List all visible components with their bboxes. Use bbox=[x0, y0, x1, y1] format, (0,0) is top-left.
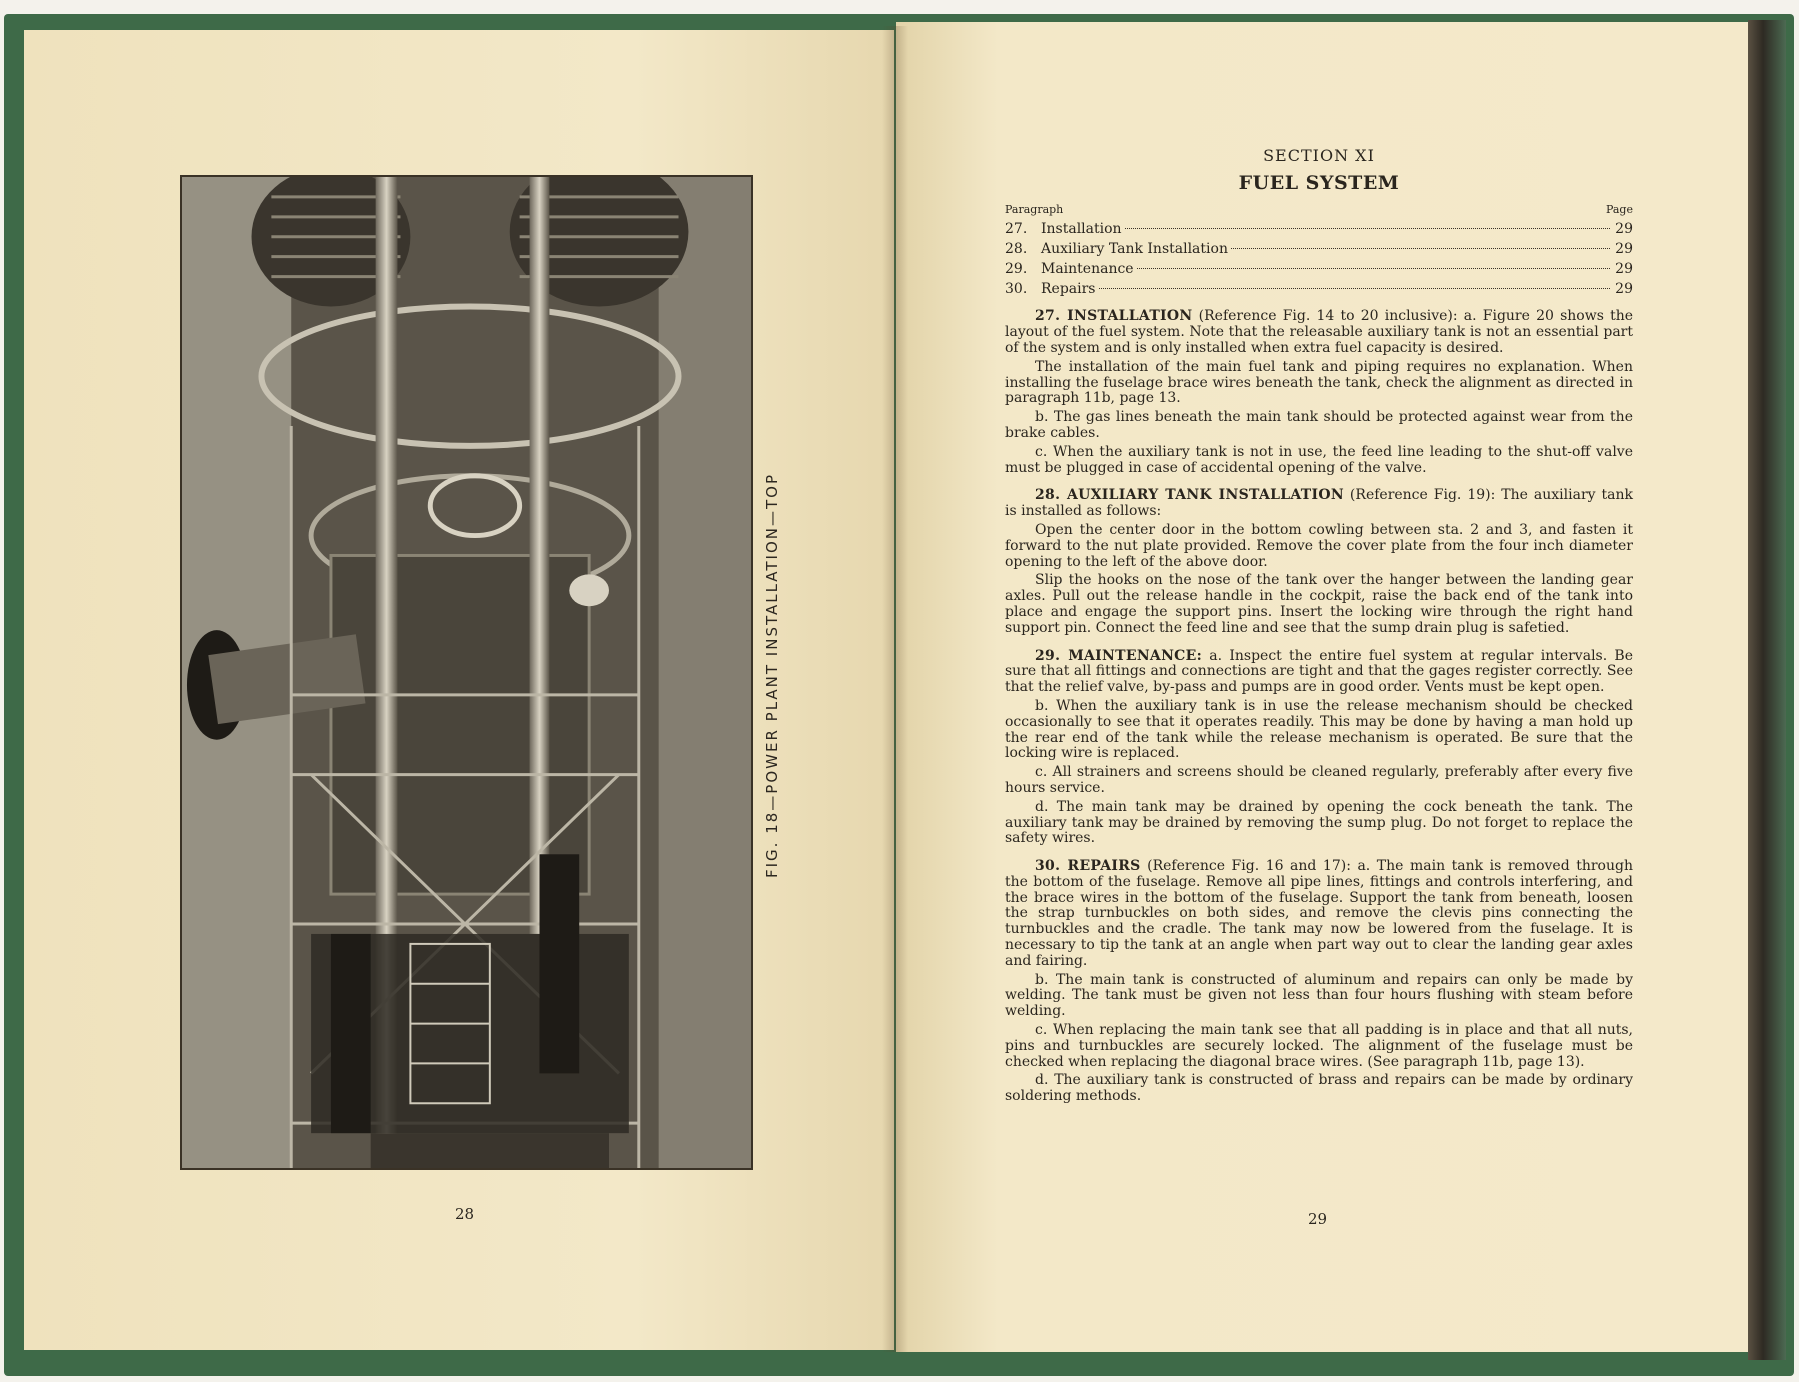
toc-label: Auxiliary Tank Installation bbox=[1041, 241, 1228, 258]
toc-leader-dots bbox=[1231, 248, 1610, 249]
toc-header-page: Page bbox=[1605, 202, 1633, 216]
toc-header-paragraph: Paragraph bbox=[1005, 202, 1064, 216]
toc-row bbox=[1005, 259, 1633, 279]
toc-leader-dots bbox=[1099, 288, 1611, 289]
paragraph-27-text: (Reference Fig. 14 to 20 inclusive): a. Figure 20 shows the layout of the fuel system. Note that the releasable auxiliary tank is not an essential part of the system and is only installed when extra fuel capacity is desired. bbox=[1005, 308, 1633, 356]
photo-illustration bbox=[182, 177, 751, 1168]
toc-number: 27. bbox=[1005, 221, 1028, 238]
paragraph-27-continued: The installation of the main fuel tank and piping requires no explanation. When installing the fuselage brace wires beneath the tank, check the alignment as directed in paragraph 11b, page 13. bbox=[1005, 358, 1633, 407]
toc-label: Maintenance bbox=[1041, 261, 1134, 278]
toc-row bbox=[1005, 239, 1633, 259]
paragraph-29-text: a. Inspect the entire fuel system at regular intervals. Be sure that all fittings and connections are tight and that the gages register correctly. See that the relief valve, by-pass and pumps are in good order. Vents must be kept open. bbox=[1005, 647, 1633, 696]
paragraph-30-heading: 30. REPAIRS bbox=[1035, 858, 1141, 875]
section-label: SECTION XI bbox=[1263, 146, 1375, 165]
paragraph-30-b: b. The main tank is constructed of aluminum and repairs can only be made by welding. The tank must be given not less than four hours flushing with steam before welding. bbox=[1005, 971, 1633, 1020]
paragraph-29-heading: 29. MAINTENANCE: bbox=[1035, 647, 1203, 664]
paragraph-27-b: b. The gas lines beneath the main tank should be protected against wear from the brake cables. bbox=[1005, 409, 1633, 441]
paragraph-27-heading: 27. INSTALLATION bbox=[1035, 308, 1193, 325]
toc-row bbox=[1005, 279, 1633, 299]
toc-leader-dots bbox=[1137, 268, 1610, 269]
paragraph-28-text: (Reference Fig. 19): The auxiliary tank is installed as follows: bbox=[1005, 487, 1633, 520]
page-number-left: 28 bbox=[455, 1205, 475, 1223]
right-page-text bbox=[1005, 148, 1633, 1108]
toc-header bbox=[1005, 202, 1633, 218]
page-edges bbox=[1748, 20, 1786, 1360]
toc-leader-dots bbox=[1125, 228, 1610, 229]
toc-number: 28. bbox=[1005, 241, 1028, 258]
paragraph-29 bbox=[1005, 649, 1633, 696]
power-plant-photo bbox=[180, 175, 753, 1170]
paragraph-30-d: d. The auxiliary tank is constructed of brass and repairs can be made by ordinary soldering methods. bbox=[1005, 1072, 1633, 1105]
toc-label: Repairs bbox=[1041, 281, 1096, 298]
toc-row bbox=[1005, 219, 1633, 239]
paragraph-30-text: (Reference Fig. 16 and 17): a. The main tank is removed through the bottom of the fuselage. Remove all pipe lines, fittings and controls interfering, and the brace wires in the bottom of the fuselage. Support the tank from beneath, loosen the strap turnbuckles on both sides, and remove the clevis pins connecting the turnbuckles and the cradle. The tank may now be lowered from the fuselage. It is necessary to tip the tank at an angle when part way out to clear the landing gear axles and fairing. bbox=[1005, 858, 1633, 969]
toc-page: 29 bbox=[1615, 261, 1633, 278]
paragraph-28-step-2: Slip the hooks on the nose of the tank over the hanger between the landing gear axles. Pull out the release handle in the cockpit, raise the back end of the tank into place and engage the support pins. Insert the locking wire through the right hand support pin. Connect the feed line and see that the sump drain plug is safetied. bbox=[1005, 572, 1633, 636]
paragraph-30 bbox=[1005, 859, 1633, 970]
paragraph-27 bbox=[1005, 309, 1633, 356]
toc-number: 30. bbox=[1005, 281, 1028, 298]
toc-label: Installation bbox=[1041, 221, 1122, 238]
toc-page: 29 bbox=[1615, 241, 1633, 258]
paragraph-28 bbox=[1005, 488, 1633, 520]
toc-number: 29. bbox=[1005, 261, 1028, 278]
paragraph-28-heading: 28. AUXILIARY TANK INSTALLATION bbox=[1035, 487, 1344, 504]
paragraph-27-c: c. When the auxiliary tank is not in use, the feed line leading to the shut-off valve must be plugged in case of accidental opening of the valve. bbox=[1005, 443, 1633, 476]
book-gutter bbox=[882, 26, 908, 1352]
toc-page: 29 bbox=[1615, 221, 1633, 238]
table-of-contents bbox=[1005, 202, 1633, 300]
figure-caption: FIG. 18—POWER PLANT INSTALLATION—TOP bbox=[763, 472, 781, 878]
paragraph-29-d: d. The main tank may be drained by opening the cock beneath the tank. The auxiliary tank may be drained by removing the sump plug. Do not forget to replace the safety wires. bbox=[1005, 798, 1633, 847]
paragraph-29-c: c. All strainers and screens should be cleaned regularly, preferably after every five hours service. bbox=[1005, 764, 1633, 796]
toc-page: 29 bbox=[1615, 281, 1633, 298]
paragraph-29-b: b. When the auxiliary tank is in use the release mechanism should be checked occasionally to see that it operates readily. This may be done by having a man hold up the rear end of the tank while the release mechanism is operated. Be sure that the locking wire is replaced. bbox=[1005, 697, 1633, 762]
section-title: FUEL SYSTEM bbox=[1238, 171, 1400, 194]
paragraph-30-c: c. When replacing the main tank see that all padding is in place and that all nuts, pins and turnbuckles are securely locked. The alignment of the fuselage must be checked when replacing the diagonal brace wires. (See paragraph 11b, page 13). bbox=[1005, 1022, 1633, 1070]
page-number-right: 29 bbox=[1308, 1210, 1328, 1228]
paragraph-28-step-1: Open the center door in the bottom cowling between sta. 2 and 3, and fasten it forward to the nut plate provided. Remove the cover plate from the four inch diameter opening to the left of the above door. bbox=[1005, 521, 1633, 570]
